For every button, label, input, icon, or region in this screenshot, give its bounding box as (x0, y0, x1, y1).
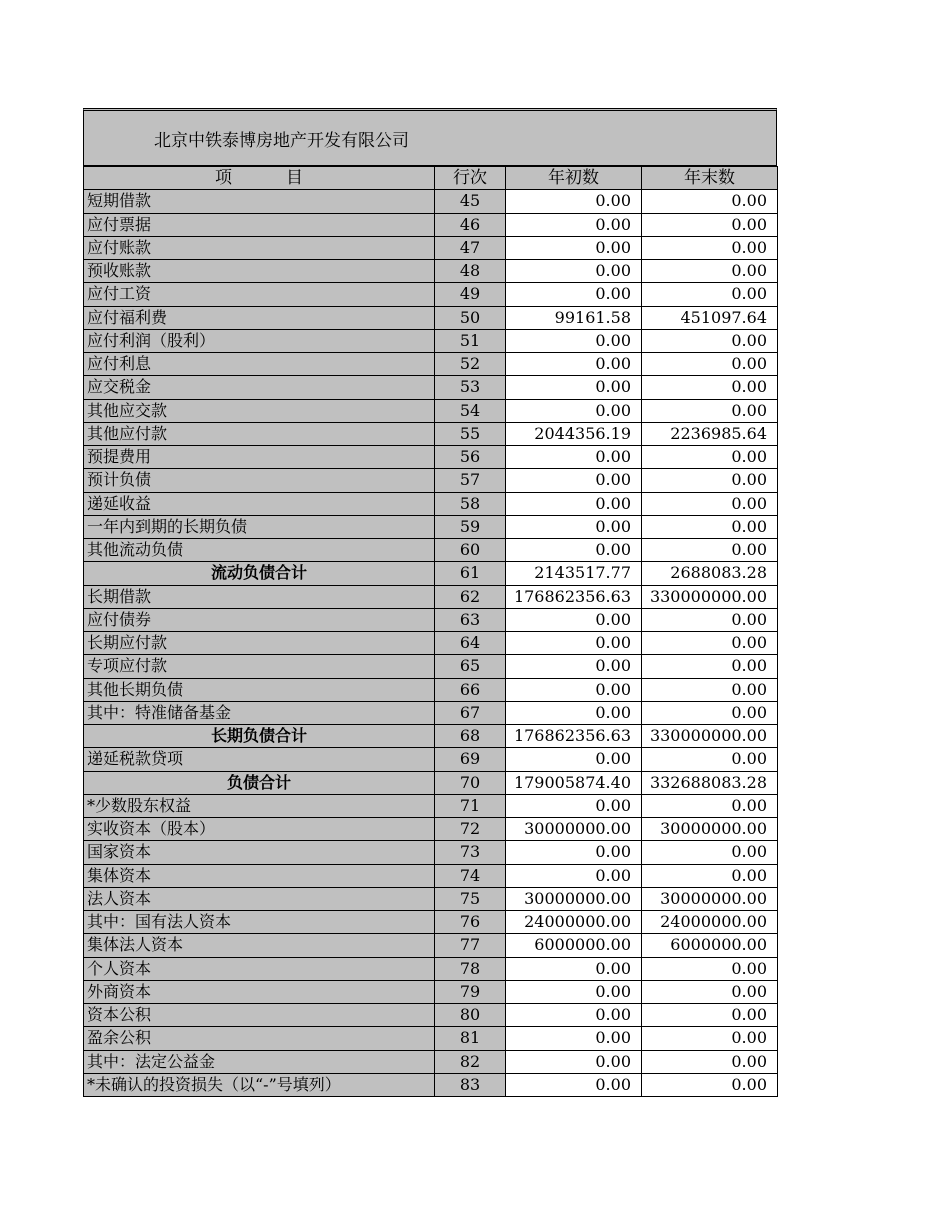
row-end-amount: 0.00 (642, 864, 778, 887)
row-end-amount: 0.00 (642, 748, 778, 771)
row-line-no: 83 (435, 1073, 506, 1096)
table-row (84, 1004, 778, 1027)
row-end-amount: 0.00 (642, 399, 778, 422)
row-begin-amount: 2143517.77 (506, 562, 642, 585)
table-row (84, 632, 778, 655)
row-line-no: 74 (435, 864, 506, 887)
row-item: 其他长期负债 (84, 678, 435, 701)
row-item: 集体资本 (84, 864, 435, 887)
row-line-no: 80 (435, 1004, 506, 1027)
row-end-amount: 0.00 (642, 492, 778, 515)
row-line-no: 46 (435, 213, 506, 236)
row-end-amount: 6000000.00 (642, 934, 778, 957)
row-item: 应交税金 (84, 376, 435, 399)
row-begin-amount: 0.00 (506, 841, 642, 864)
table-row (84, 329, 778, 352)
row-item: 其他应付款 (84, 422, 435, 445)
row-line-no: 72 (435, 818, 506, 841)
row-line-no: 77 (435, 934, 506, 957)
row-line-no: 68 (435, 725, 506, 748)
row-item: 法人资本 (84, 887, 435, 910)
row-item: 其中：法定公益金 (84, 1050, 435, 1073)
row-line-no: 52 (435, 353, 506, 376)
table-row (84, 585, 778, 608)
row-begin-amount: 0.00 (506, 748, 642, 771)
row-begin-amount: 0.00 (506, 539, 642, 562)
table-row (84, 678, 778, 701)
table-row (84, 957, 778, 980)
row-item: 其他流动负债 (84, 539, 435, 562)
table-row (84, 260, 778, 283)
row-item: 应付利息 (84, 353, 435, 376)
row-begin-amount: 0.00 (506, 678, 642, 701)
row-item: 负债合计 (84, 771, 435, 794)
row-line-no: 79 (435, 980, 506, 1003)
table-row (84, 1027, 778, 1050)
row-line-no: 59 (435, 515, 506, 538)
table-row (84, 306, 778, 329)
company-name: 北京中铁泰博房地产开发有限公司 (154, 130, 409, 151)
row-line-no: 75 (435, 887, 506, 910)
row-line-no: 55 (435, 422, 506, 445)
row-begin-amount: 0.00 (506, 608, 642, 631)
row-item: 实收资本（股本） (84, 818, 435, 841)
table-row (84, 701, 778, 724)
row-begin-amount: 179005874.40 (506, 771, 642, 794)
row-line-no: 61 (435, 562, 506, 585)
row-begin-amount: 0.00 (506, 1004, 642, 1027)
table-row (84, 213, 778, 236)
row-line-no: 64 (435, 632, 506, 655)
row-end-amount: 2236985.64 (642, 422, 778, 445)
row-begin-amount: 0.00 (506, 632, 642, 655)
row-item: 集体法人资本 (84, 934, 435, 957)
table-row (84, 422, 778, 445)
row-line-no: 58 (435, 492, 506, 515)
balance-sheet (83, 108, 777, 1097)
row-begin-amount: 0.00 (506, 190, 642, 213)
table-row (84, 864, 778, 887)
row-begin-amount: 0.00 (506, 492, 642, 515)
row-line-no: 47 (435, 236, 506, 259)
row-item: 预收账款 (84, 260, 435, 283)
row-end-amount: 0.00 (642, 794, 778, 817)
row-begin-amount: 99161.58 (506, 306, 642, 329)
row-item: 盈余公积 (84, 1027, 435, 1050)
row-item: 应付工资 (84, 283, 435, 306)
header-begin-amount: 年初数 (506, 167, 642, 190)
row-end-amount: 0.00 (642, 190, 778, 213)
row-begin-amount: 24000000.00 (506, 911, 642, 934)
header-end-amount: 年末数 (642, 167, 778, 190)
table-row (84, 748, 778, 771)
row-item: 流动负债合计 (84, 562, 435, 585)
row-line-no: 60 (435, 539, 506, 562)
row-line-no: 73 (435, 841, 506, 864)
row-line-no: 57 (435, 469, 506, 492)
row-end-amount: 0.00 (642, 701, 778, 724)
subtotal-row (84, 725, 778, 748)
row-line-no: 69 (435, 748, 506, 771)
row-end-amount: 0.00 (642, 539, 778, 562)
row-line-no: 82 (435, 1050, 506, 1073)
row-line-no: 51 (435, 329, 506, 352)
subtotal-row (84, 562, 778, 585)
row-end-amount: 0.00 (642, 213, 778, 236)
table-row (84, 1073, 778, 1096)
row-end-amount: 0.00 (642, 469, 778, 492)
row-begin-amount: 176862356.63 (506, 585, 642, 608)
row-end-amount: 0.00 (642, 1027, 778, 1050)
table-row (84, 469, 778, 492)
row-item: 递延收益 (84, 492, 435, 515)
row-line-no: 65 (435, 655, 506, 678)
row-begin-amount: 0.00 (506, 236, 642, 259)
row-begin-amount: 0.00 (506, 376, 642, 399)
row-item: 应付账款 (84, 236, 435, 259)
row-line-no: 45 (435, 190, 506, 213)
row-end-amount: 0.00 (642, 283, 778, 306)
row-item: 应付债券 (84, 608, 435, 631)
row-end-amount: 2688083.28 (642, 562, 778, 585)
row-end-amount: 0.00 (642, 376, 778, 399)
row-begin-amount: 6000000.00 (506, 934, 642, 957)
table-row (84, 608, 778, 631)
row-item: *未确认的投资损失（以“-”号填列） (84, 1073, 435, 1096)
row-line-no: 63 (435, 608, 506, 631)
row-item: 个人资本 (84, 957, 435, 980)
row-item: 递延税款贷项 (84, 748, 435, 771)
row-line-no: 56 (435, 446, 506, 469)
table-row (84, 399, 778, 422)
row-item: 其中：特准储备基金 (84, 701, 435, 724)
row-begin-amount: 0.00 (506, 329, 642, 352)
row-item: 专项应付款 (84, 655, 435, 678)
table-row (84, 794, 778, 817)
row-line-no: 50 (435, 306, 506, 329)
row-end-amount: 0.00 (642, 655, 778, 678)
row-end-amount: 0.00 (642, 841, 778, 864)
row-line-no: 71 (435, 794, 506, 817)
row-begin-amount: 0.00 (506, 864, 642, 887)
row-item: *少数股东权益 (84, 794, 435, 817)
row-line-no: 70 (435, 771, 506, 794)
row-begin-amount: 0.00 (506, 353, 642, 376)
row-item: 资本公积 (84, 1004, 435, 1027)
table-row (84, 1050, 778, 1073)
table-row (84, 539, 778, 562)
table-row (84, 980, 778, 1003)
row-line-no: 67 (435, 701, 506, 724)
row-end-amount: 0.00 (642, 957, 778, 980)
row-begin-amount: 0.00 (506, 1027, 642, 1050)
row-item: 一年内到期的长期负债 (84, 515, 435, 538)
row-item: 长期负债合计 (84, 725, 435, 748)
row-end-amount: 0.00 (642, 446, 778, 469)
row-line-no: 81 (435, 1027, 506, 1050)
row-item: 其中：国有法人资本 (84, 911, 435, 934)
row-item: 长期借款 (84, 585, 435, 608)
row-begin-amount: 0.00 (506, 701, 642, 724)
row-begin-amount: 30000000.00 (506, 818, 642, 841)
row-end-amount: 0.00 (642, 608, 778, 631)
liabilities-table (83, 166, 778, 1097)
row-line-no: 66 (435, 678, 506, 701)
table-row (84, 283, 778, 306)
row-begin-amount: 0.00 (506, 1073, 642, 1096)
row-begin-amount: 0.00 (506, 399, 642, 422)
row-item: 国家资本 (84, 841, 435, 864)
row-end-amount: 0.00 (642, 236, 778, 259)
row-line-no: 49 (435, 283, 506, 306)
table-row (84, 190, 778, 213)
row-begin-amount: 0.00 (506, 655, 642, 678)
table-row (84, 492, 778, 515)
row-end-amount: 0.00 (642, 260, 778, 283)
table-row (84, 911, 778, 934)
row-begin-amount: 30000000.00 (506, 887, 642, 910)
row-begin-amount: 0.00 (506, 260, 642, 283)
row-item: 应付利润（股利） (84, 329, 435, 352)
row-line-no: 53 (435, 376, 506, 399)
row-end-amount: 332688083.28 (642, 771, 778, 794)
table-row (84, 353, 778, 376)
table-row (84, 446, 778, 469)
row-end-amount: 330000000.00 (642, 725, 778, 748)
row-item: 应付福利费 (84, 306, 435, 329)
table-row (84, 655, 778, 678)
row-end-amount: 30000000.00 (642, 818, 778, 841)
row-line-no: 54 (435, 399, 506, 422)
row-line-no: 76 (435, 911, 506, 934)
row-end-amount: 0.00 (642, 353, 778, 376)
row-begin-amount: 176862356.63 (506, 725, 642, 748)
header-item: 项 目 (84, 167, 435, 190)
row-end-amount: 0.00 (642, 980, 778, 1003)
row-begin-amount: 0.00 (506, 957, 642, 980)
row-line-no: 48 (435, 260, 506, 283)
row-end-amount: 330000000.00 (642, 585, 778, 608)
row-item: 长期应付款 (84, 632, 435, 655)
table-row (84, 934, 778, 957)
subtotal-row (84, 771, 778, 794)
row-end-amount: 0.00 (642, 515, 778, 538)
row-line-no: 78 (435, 957, 506, 980)
table-row (84, 236, 778, 259)
row-end-amount: 0.00 (642, 1004, 778, 1027)
row-begin-amount: 0.00 (506, 283, 642, 306)
row-line-no: 62 (435, 585, 506, 608)
row-item: 预提费用 (84, 446, 435, 469)
row-item: 其他应交款 (84, 399, 435, 422)
table-row (84, 515, 778, 538)
row-end-amount: 0.00 (642, 678, 778, 701)
row-begin-amount: 0.00 (506, 213, 642, 236)
row-item: 外商资本 (84, 980, 435, 1003)
table-header-row (84, 167, 778, 190)
table-row (84, 376, 778, 399)
row-end-amount: 451097.64 (642, 306, 778, 329)
table-row (84, 818, 778, 841)
row-begin-amount: 0.00 (506, 794, 642, 817)
row-end-amount: 0.00 (642, 632, 778, 655)
company-name-header (83, 108, 777, 166)
row-begin-amount: 2044356.19 (506, 422, 642, 445)
table-row (84, 841, 778, 864)
row-end-amount: 0.00 (642, 1073, 778, 1096)
header-line-no: 行次 (435, 167, 506, 190)
row-end-amount: 24000000.00 (642, 911, 778, 934)
row-begin-amount: 0.00 (506, 980, 642, 1003)
row-item: 预计负债 (84, 469, 435, 492)
row-begin-amount: 0.00 (506, 446, 642, 469)
table-row (84, 887, 778, 910)
row-end-amount: 0.00 (642, 329, 778, 352)
row-item: 短期借款 (84, 190, 435, 213)
row-end-amount: 0.00 (642, 1050, 778, 1073)
row-begin-amount: 0.00 (506, 469, 642, 492)
row-begin-amount: 0.00 (506, 515, 642, 538)
row-begin-amount: 0.00 (506, 1050, 642, 1073)
row-item: 应付票据 (84, 213, 435, 236)
row-end-amount: 30000000.00 (642, 887, 778, 910)
